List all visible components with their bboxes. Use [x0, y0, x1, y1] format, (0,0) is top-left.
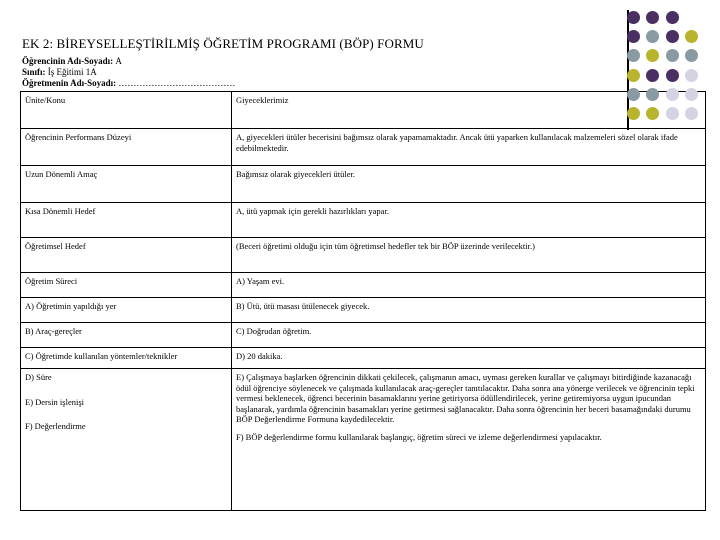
table-row [21, 129, 706, 166]
evaluation-description: F) BÖP değerlendirme formu kullanılarak başlangıç, öğretim süreci ve izleme değerlendirmesi yapılacaktır. [236, 431, 602, 442]
process-value: A) Yaşam evi. [232, 273, 706, 298]
lesson-description: E) Çalışmaya başlarken öğrencinin dikkati çekilecek, çalışmanın amacı, uyması gereken kurallar ve çalışmayı bitirdiğinde kazanacağı ödül öğrenciye söylenecek ve çalışmada kullanılacak araç-gereçler tanıtılacaktır. Daha sonra ana yönerge verilecek ve öğrencinin tepki vermesi beklenecek, öğrenci becerinin basamaklarını yerine getiriyorsa ödüllendirilecek, yerine getiremiyorsa uygun ipucundan başlanarak, yardımla öğrencinin basamakları yerine getirmesi sağlanacaktır. Daha sonra öğrencinin her beceri basamağındaki durumu BÖP Değerlendirme Formuna kaydedilecektir. [236, 372, 695, 424]
decoration-dot [646, 49, 659, 62]
table-row [21, 166, 706, 203]
decoration-dot [646, 88, 659, 101]
lesson-label: E) Dersin işlenişi [25, 396, 85, 407]
place-label: A) Öğretimin yapıldığı yer [21, 298, 232, 323]
short-goal-value: A, ütü yapmak için gerekli hazırlıkları yapar. [232, 203, 706, 238]
long-goal-value: Bağımsız olarak giyecekleri ütüler. [232, 166, 706, 203]
duration-label: D) Süre [25, 372, 52, 382]
student-name-value: A [115, 56, 122, 66]
bop-form-table [20, 91, 706, 511]
decoration-dot [646, 11, 659, 24]
decoration-dot [685, 30, 698, 43]
decoration-dot [666, 30, 679, 43]
decoration-dot [627, 49, 640, 62]
student-name-line [22, 56, 602, 67]
decoration-dot [627, 107, 640, 120]
materials-value: C) Doğrudan öğretim. [232, 323, 706, 348]
unit-value: Giyeceklerimiz [232, 92, 706, 129]
decoration-dot [685, 107, 698, 120]
decoration-dot [666, 107, 679, 120]
performance-value: A, giyecekleri ütüler becerisini bağımsız olarak yapamamaktadır. Ancak ütü yaparken kullanılacak malzemeleri sözel olarak ifade edebilmektedir. [232, 129, 706, 166]
decoration-dot [646, 69, 659, 82]
materials-label: B) Araç-gereçler [21, 323, 232, 348]
decoration-dot [666, 69, 679, 82]
teacher-name-value: ………………………………… [118, 78, 236, 88]
table-row [21, 298, 706, 323]
methods-label: C) Öğretimde kullanılan yöntemler/teknikler [21, 348, 232, 369]
table-row [21, 323, 706, 348]
last-row-values [232, 369, 706, 511]
form-header [22, 36, 602, 89]
decoration-dot [646, 107, 659, 120]
table-row [21, 238, 706, 273]
decoration-dot [627, 88, 640, 101]
page-title: EK 2: BİREYSELLEŞTİRİLMİŞ ÖĞRETİM PROGRAMI (BÖP) FORMU [22, 36, 424, 51]
unit-label: Ünite/Konu [21, 92, 232, 129]
decoration-dot [666, 88, 679, 101]
short-goal-label: Kısa Dönemli Hedef [21, 203, 232, 238]
methods-value: D) 20 dakika. [232, 348, 706, 369]
teacher-name-label: Öğretmenin Adı-Soyadı: [22, 78, 117, 88]
table-row [21, 348, 706, 369]
decoration-dot [685, 88, 698, 101]
teacher-name-line [22, 78, 602, 89]
place-value: B) Ütü, ütü masası ütülenecek giyecek. [232, 298, 706, 323]
class-label: Sınıfı: [22, 67, 46, 77]
spacer [25, 383, 227, 397]
decoration-dot [646, 30, 659, 43]
long-goal-label: Uzun Dönemli Amaç [21, 166, 232, 203]
instructional-goal-value: (Beceri öğretimi olduğu için tüm öğretimsel hedefler tek bir BÖP üzerinde verilecektir.) [232, 238, 706, 273]
decoration-dot [627, 30, 640, 43]
class-line [22, 67, 602, 78]
table-row [21, 369, 706, 511]
decoration-dot [685, 49, 698, 62]
spacer [25, 407, 227, 421]
decoration-dot [627, 11, 640, 24]
table-row [21, 273, 706, 298]
decoration-dot [666, 11, 679, 24]
performance-label: Öğrencinin Performans Düzeyi [21, 129, 232, 166]
class-value: İş Eğitimi 1A [47, 67, 97, 77]
decoration-dot [685, 69, 698, 82]
table-row [21, 203, 706, 238]
decoration-dot [666, 49, 679, 62]
decoration-dot [627, 69, 640, 82]
evaluation-label: F) Değerlendirme [25, 421, 86, 431]
last-row-labels [21, 369, 232, 511]
process-label: Öğretim Süreci [21, 273, 232, 298]
instructional-goal-label: Öğretimsel Hedef [21, 238, 232, 273]
student-name-label: Öğrencinin Adı-Soyadı: [22, 56, 114, 66]
table-row [21, 92, 706, 129]
